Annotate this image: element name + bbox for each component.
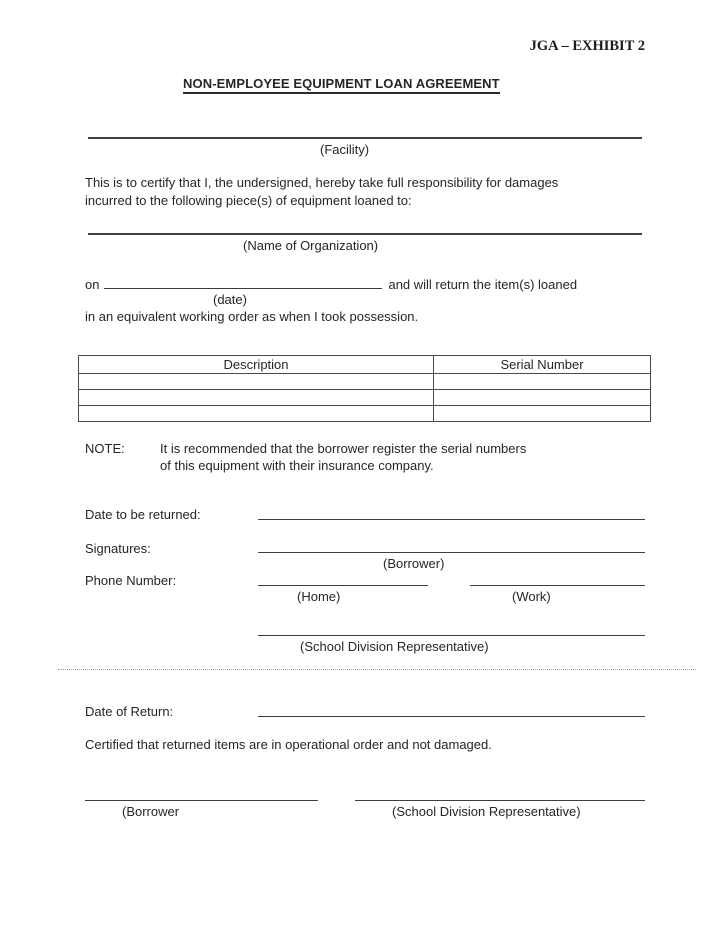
serial-number-cell	[434, 374, 651, 390]
description-cell	[79, 406, 434, 422]
return-borrower-signature-line	[85, 800, 318, 801]
serial-number-cell	[434, 390, 651, 406]
date-clause-prefix: on	[85, 277, 100, 292]
date-of-return-blank-line	[258, 716, 645, 717]
home-caption: (Home)	[297, 589, 341, 604]
date-caption: (date)	[213, 292, 247, 307]
note-line-1: It is recommended that the borrower register the serial numbers	[160, 441, 527, 456]
equipment-table-row	[79, 374, 651, 390]
home-phone-blank-line	[258, 585, 428, 586]
certified-statement: Certified that returned items are in operational order and not damaged.	[85, 737, 492, 752]
serial-number-cell	[434, 406, 651, 422]
equipment-table-row	[79, 406, 651, 422]
borrower-caption: (Borrower)	[383, 556, 445, 571]
intro-line-1: This is to certify that I, the undersigned, hereby take full responsibility for damages	[85, 175, 559, 190]
organization-blank-line	[88, 233, 642, 235]
exhibit-label: JGA – EXHIBIT 2	[529, 38, 645, 54]
description-column-header: Description	[79, 356, 434, 374]
date-to-be-returned-blank-line	[258, 519, 645, 520]
sdr-signature-line	[258, 635, 645, 636]
sdr-caption: (School Division Representative)	[300, 639, 489, 654]
description-cell	[79, 390, 434, 406]
equipment-table-header-row	[79, 356, 651, 374]
organization-caption: (Name of Organization)	[243, 238, 379, 253]
date-blank-line	[104, 275, 382, 289]
document-title: NON-EMPLOYEE EQUIPMENT LOAN AGREEMENT	[183, 76, 500, 94]
return-sdr-signature-line	[355, 800, 645, 801]
equipment-table-row	[79, 390, 651, 406]
intro-line-2: incurred to the following piece(s) of equipment loaned to:	[85, 193, 412, 208]
return-borrower-caption: (Borrower	[122, 804, 180, 819]
facility-blank-line	[88, 137, 642, 139]
facility-caption: (Facility)	[320, 142, 370, 157]
serial-number-column-header: Serial Number	[434, 356, 651, 374]
date-clause-continuation: in an equivalent working order as when I took possession.	[85, 309, 419, 324]
work-caption: (Work)	[512, 589, 551, 604]
phone-number-label: Phone Number:	[85, 573, 177, 588]
description-cell	[79, 374, 434, 390]
equipment-table	[78, 355, 651, 422]
dotted-divider	[58, 669, 696, 670]
equipment-table-body	[79, 374, 651, 422]
signatures-label: Signatures:	[85, 541, 151, 556]
borrower-signature-line	[258, 552, 645, 553]
date-clause-line	[85, 275, 577, 292]
note-line-2: of this equipment with their insurance company.	[160, 458, 434, 473]
return-sdr-caption: (School Division Representative)	[392, 804, 581, 819]
date-of-return-label: Date of Return:	[85, 704, 174, 719]
date-to-be-returned-label: Date to be returned:	[85, 507, 201, 522]
note-label: NOTE:	[85, 441, 125, 456]
date-clause-suffix: and will return the item(s) loaned	[388, 277, 578, 292]
work-phone-blank-line	[470, 585, 645, 586]
